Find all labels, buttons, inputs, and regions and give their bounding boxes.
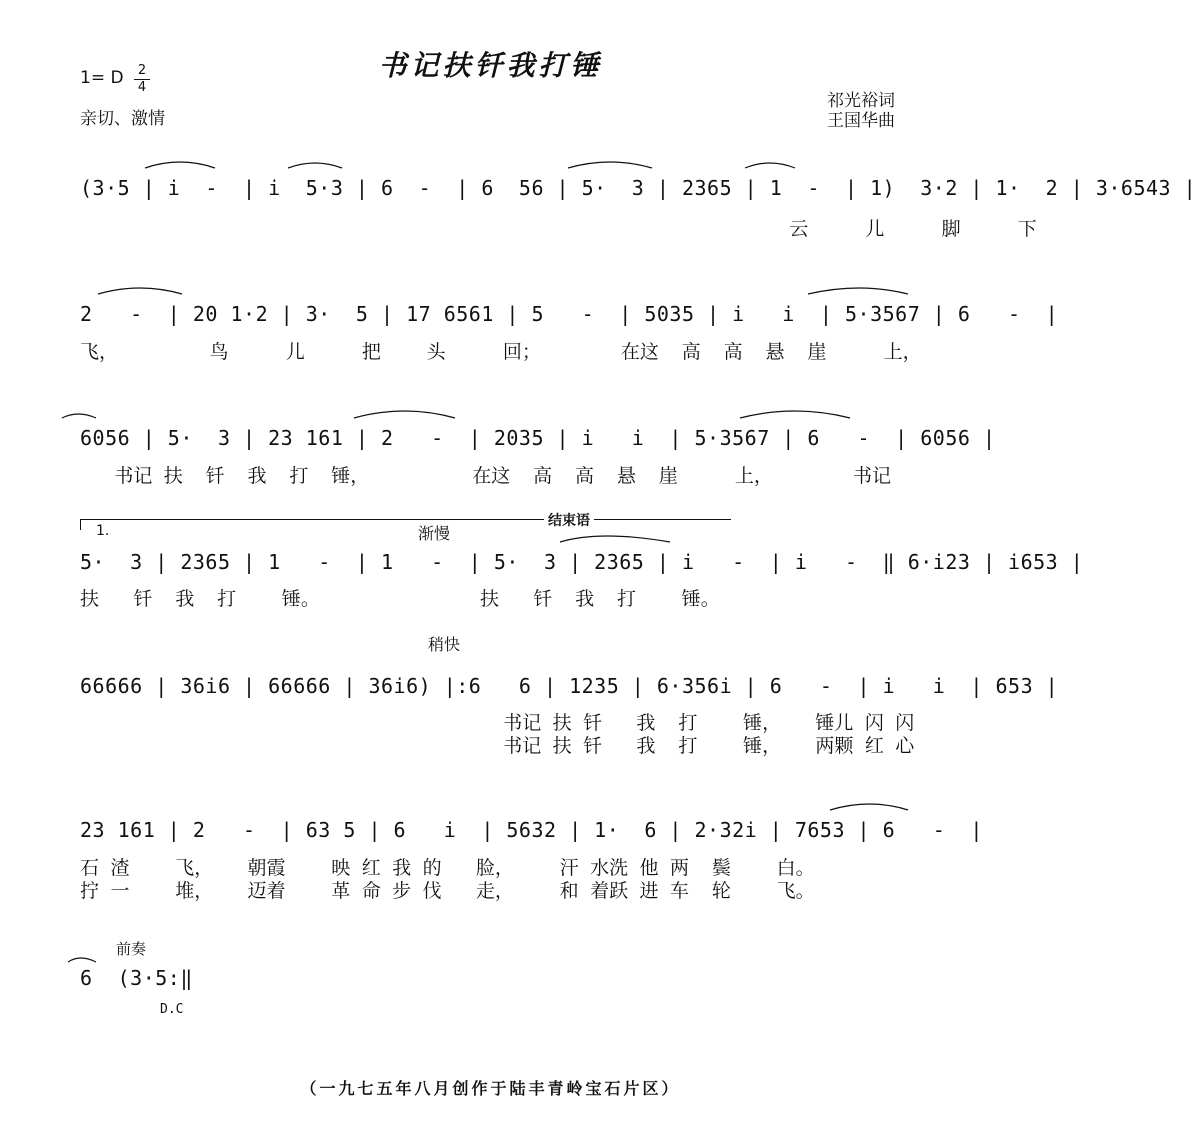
coda-label: 结束语	[544, 510, 594, 530]
tempo-slower: 渐慢	[418, 524, 451, 543]
notation-line: 5· 3 | 2365 | 1 - | 1 - | 5· 3 | 2365 | i - | i - ‖ 6·i23 | i653 |	[80, 550, 1084, 574]
mood-marking: 亲切、激情	[80, 109, 165, 129]
notation-line: 23 161 | 2 - | 63 5 | 6 i | 5632 | 1· 6 | 2·32i | 7653 | 6 - |	[80, 818, 983, 842]
time-bottom: 4	[137, 80, 147, 95]
lyric-line: 飞， 鸟 儿 把 头 回； 在这 高 高 悬 崖 上，	[80, 341, 922, 363]
lyric-line: 石 渣 飞， 朝霞 映 红 我 的 脸， 汗 水洗 他 两 鬓 白。	[80, 857, 815, 879]
lyricist-credit: 祁光裕词	[827, 91, 895, 111]
notation-line: 6 (3·5:‖	[80, 966, 193, 990]
lyric-line: 书记 扶 钎 我 打 锤， 在这 高 高 悬 崖 上， 书记	[80, 465, 891, 487]
prelude-label: 前奏	[116, 940, 147, 958]
time-top: 2	[137, 63, 147, 78]
lyric-line: 书记 扶 钎 我 打 锤， 两颗 红 心	[80, 735, 915, 757]
notation-line: 2 - | 20 1·2 | 3· 5 | 17 6561 | 5 - | 5035 | i i | 5·3567 | 6 - |	[80, 302, 1059, 326]
notation-line: (3·5 | i - | i 5·3 | 6 - | 6 56 | 5· 3 | 2365 | 1 - | 1) 3·2 | 1· 2 | 3·6543 |	[80, 176, 1196, 200]
tempo-faster: 稍快	[428, 635, 461, 654]
lyric-line: 书记 扶 钎 我 打 锤， 锤儿 闪 闪	[80, 712, 915, 734]
volta-label: 1.	[96, 523, 110, 539]
song-title: 书记扶钎我打锤	[378, 49, 603, 82]
notation-line: 66666 | 36i6 | 66666 | 36i6) |:6 6 | 1235 | 6·356i | 6 - | i i | 653 |	[80, 674, 1059, 698]
lyric-line: 扶 钎 我 打 锤。 扶 钎 我 打 锤。	[80, 588, 720, 610]
lyric-line: 拧 一 堆， 迈着 革 命 步 伐 走， 和 着跃 进 车 轮 飞。	[80, 880, 815, 902]
notation-line: 6056 | 5· 3 | 23 161 | 2 - | 2035 | i i | 5·3567 | 6 - | 6056 |	[80, 426, 996, 450]
lyric-line: 云 儿 脚 下	[80, 218, 1037, 240]
da-capo-marking: D.C	[160, 1002, 184, 1017]
footer-note: （一九七五年八月创作于陆丰青岭宝石片区）	[300, 1079, 681, 1098]
composer-credit: 王国华曲	[827, 111, 895, 131]
key-signature: 1= D	[80, 68, 124, 88]
